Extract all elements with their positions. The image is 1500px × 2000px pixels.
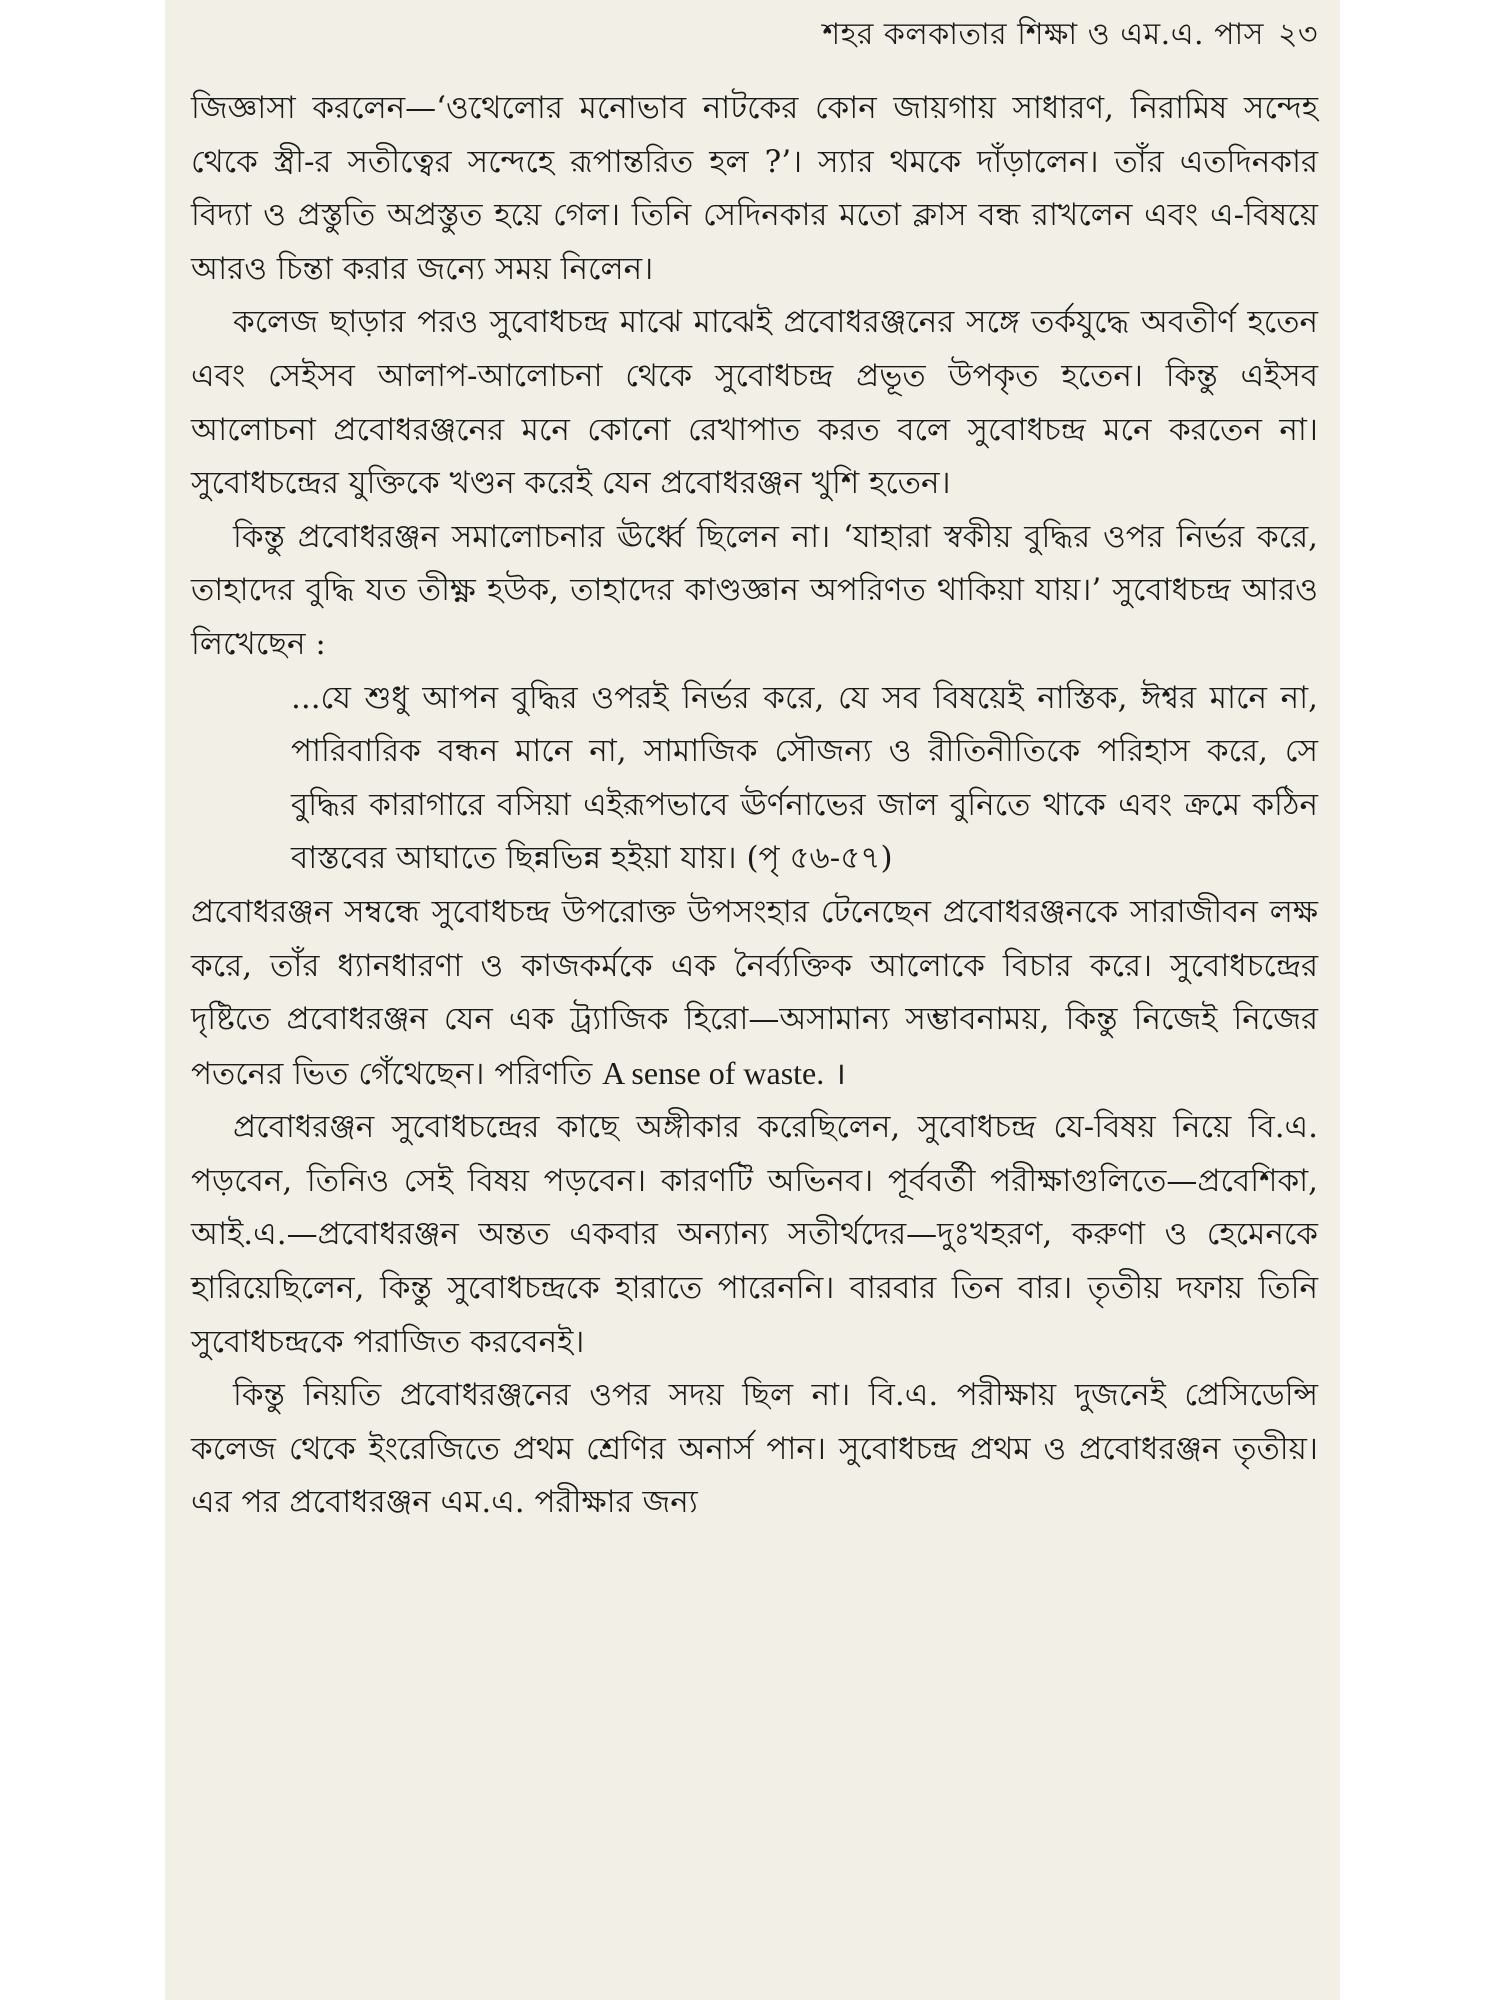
body-text bbox=[191, 82, 1318, 1530]
paragraph-4-end: । bbox=[834, 1055, 846, 1092]
paragraph-5: প্রবোধরঞ্জন সুবোধচন্দ্রের কাছে অঙ্গীকার করেছিলেন, সুবোধচন্দ্র যে-বিষয় নিয়ে বি.এ. পড়বেন, তিনিও সেই বিষয় পড়বেন। কারণটি অভিনব। পূর্ববর্তী পরীক্ষাগুলিতে—প্রবেশিকা, আই.এ.—প্রবোধরঞ্জন অন্তত একবার অন্যান্য সতীর্থদের—দুঃখহরণ, করুণা ও হেমেনকে হারিয়েছিলেন, কিন্তু সুবোধচন্দ্রকে হারাতে পারেননি। বারবার তিন বার। তৃতীয় দফায় তিনি সুবোধচন্দ্রকে পরাজিত করবেনই। bbox=[191, 1109, 1318, 1360]
paragraph-2: কলেজ ছাড়ার পরও সুবোধচন্দ্র মাঝে মাঝেই প্রবোধরঞ্জনের সঙ্গে তর্কযুদ্ধে অবতীর্ণ হতেন এবং সেইসব আলাপ-আলোচনা থেকে সুবোধচন্দ্র প্রভূত উপকৃত হতেন। কিন্তু এইসব আলোচনা প্রবোধরঞ্জনের মনে কোনো রেখাপাত করত বলে সুবোধচন্দ্র মনে করতেন না। সুবোধচন্দ্রের যুক্তিকে খণ্ডন করেই যেন প্রবোধরঞ্জন খুশি হতেন। bbox=[191, 304, 1318, 502]
block-quote: ...যে শুধু আপন বুদ্ধির ওপরই নির্ভর করে, যে সব বিষয়েই নাস্তিক, ঈশ্বর মানে না, পারিবারিক বন্ধন মানে না, সামাজিক সৌজন্য ও রীতিনীতিকে পরিহাস করে, সে বুদ্ধির কারাগারে বসিয়া এইরূপভাবে ঊর্ণনাভের জাল বুনিতে থাকে এবং ক্রমে কঠিন বাস্তবের আঘাতে ছিন্নভিন্ন হইয়া যায়। (পৃ ৫৬-৫৭) bbox=[291, 679, 1318, 877]
paragraph-4 bbox=[191, 886, 1318, 1101]
book-page bbox=[165, 0, 1340, 2000]
english-phrase: A sense of waste. bbox=[602, 1054, 825, 1091]
running-header-title: শহর কলকাতার শিক্ষা ও এম.এ. পাস bbox=[822, 17, 1264, 52]
paragraph-6: কিন্তু নিয়তি প্রবোধরঞ্জনের ওপর সদয় ছিল না। বি.এ. পরীক্ষায় দুজনেই প্রেসিডেন্সি কলেজ থেকে ইংরেজিতে প্রথম শ্রেণির অনার্স পান। সুবোধচন্দ্র প্রথম ও প্রবোধরঞ্জন তৃতীয়। এর পর প্রবোধরঞ্জন এম.এ. পরীক্ষার জন্য bbox=[191, 1377, 1318, 1521]
paragraph-3: কিন্তু প্রবোধরঞ্জন সমালোচনার ঊর্ধ্বে ছিলেন না। ‘যাহারা স্বকীয় বুদ্ধির ওপর নির্ভর করে, তাহাদের বুদ্ধি যত তীক্ষ্ণ হউক, তাহাদের কাণ্ডজ্ঞান অপরিণত থাকিয়া যায়।’ সুবোধচন্দ্র আরও লিখেছেন : bbox=[191, 518, 1318, 662]
paragraph-1: জিজ্ঞাসা করলেন—‘ওথেলোর মনোভাব নাটকের কোন জায়গায় সাধারণ, নিরামিষ সন্দেহ থেকে স্ত্রী-র সতীত্বের সন্দেহে রূপান্তরিত হল ?’। স্যার থমকে দাঁড়ালেন। তাঁর এতদিনকার বিদ্যা ও প্রস্তুতি অপ্রস্তুত হয়ে গেল। তিনি সেদিনকার মতো ক্লাস বন্ধ রাখলেন এবং এ-বিষয়ে আরও চিন্তা করার জন্যে সময় নিলেন। bbox=[191, 90, 1318, 287]
paragraph-4-text: প্রবোধরঞ্জন সম্বন্ধে সুবোধচন্দ্র উপরোক্ত উপসংহার টেনেছেন প্রবোধরঞ্জনকে সারাজীবন লক্ষ করে, তাঁর ধ্যানধারণা ও কাজকর্মকে এক নৈর্ব্যক্তিক আলোকে বিচার করে। সুবোধচন্দ্রের দৃষ্টিতে প্রবোধরঞ্জন যেন এক ট্র্যাজিক হিরো—অসামান্য সম্ভাবনাময়, কিন্তু নিজেই নিজের পতনের ভিত গেঁথেছেন। পরিণতি bbox=[191, 893, 1318, 1092]
page-number: ২৩ bbox=[1277, 17, 1318, 52]
running-header bbox=[822, 10, 1318, 61]
